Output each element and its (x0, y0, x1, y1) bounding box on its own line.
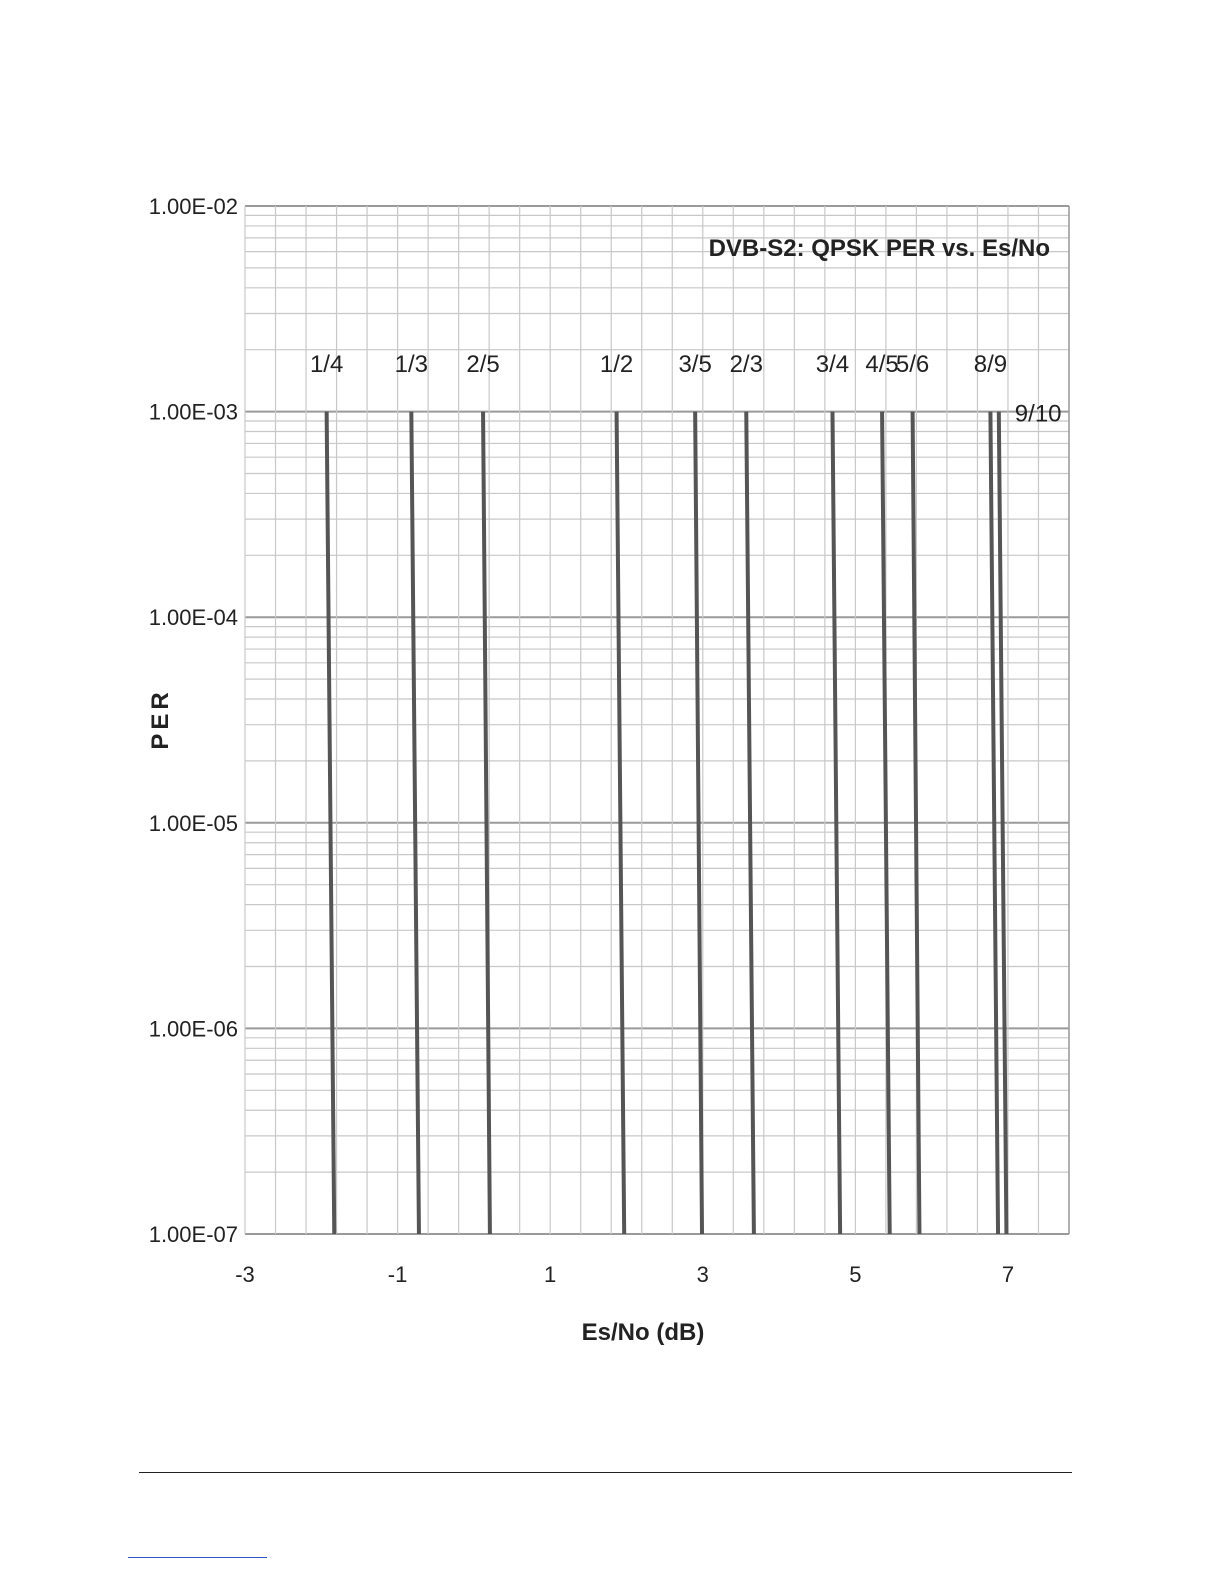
x-tick-label: 7 (1001, 1262, 1015, 1287)
footer-divider (139, 1472, 1072, 1473)
series-label: 3/5 (678, 351, 712, 378)
series-label: 9/10 (1014, 400, 1062, 428)
x-axis-title: Es/No (dB) (581, 1319, 705, 1346)
series-labels (310, 351, 1062, 428)
series-label: 8/9 (973, 351, 1008, 378)
series-label: 1/3 (394, 351, 429, 378)
series-label: 2/5 (466, 351, 500, 378)
grid (245, 206, 1069, 1234)
x-tick-label: -3 (235, 1262, 255, 1287)
series-label: 1/2 (599, 351, 634, 378)
chart-title: DVB-S2: QPSK PER vs. Es/No (708, 235, 1050, 262)
series-label: 1/4 (309, 351, 344, 378)
footer-link-underline (128, 1557, 267, 1558)
y-tick-label: 1.00E-02 (148, 194, 238, 219)
x-tick-label: 1 (544, 1262, 557, 1287)
x-tick-label: 3 (696, 1262, 709, 1287)
series-label: 4/5 (865, 351, 899, 378)
x-tick-label: 5 (849, 1262, 862, 1287)
y-tick-label: 1.00E-05 (148, 810, 238, 836)
series-label: 5/6 (895, 351, 930, 378)
y-tick-label: 1.00E-07 (148, 1222, 238, 1247)
y-axis-title: PER (147, 688, 174, 750)
y-tick-label: 1.00E-06 (148, 1016, 238, 1042)
y-tick-label: 1.00E-03 (148, 399, 238, 425)
series-label: 2/3 (729, 351, 763, 378)
series-label: 3/4 (815, 351, 850, 378)
y-tick-label: 1.00E-04 (148, 605, 238, 631)
x-tick-label: -1 (387, 1262, 408, 1287)
